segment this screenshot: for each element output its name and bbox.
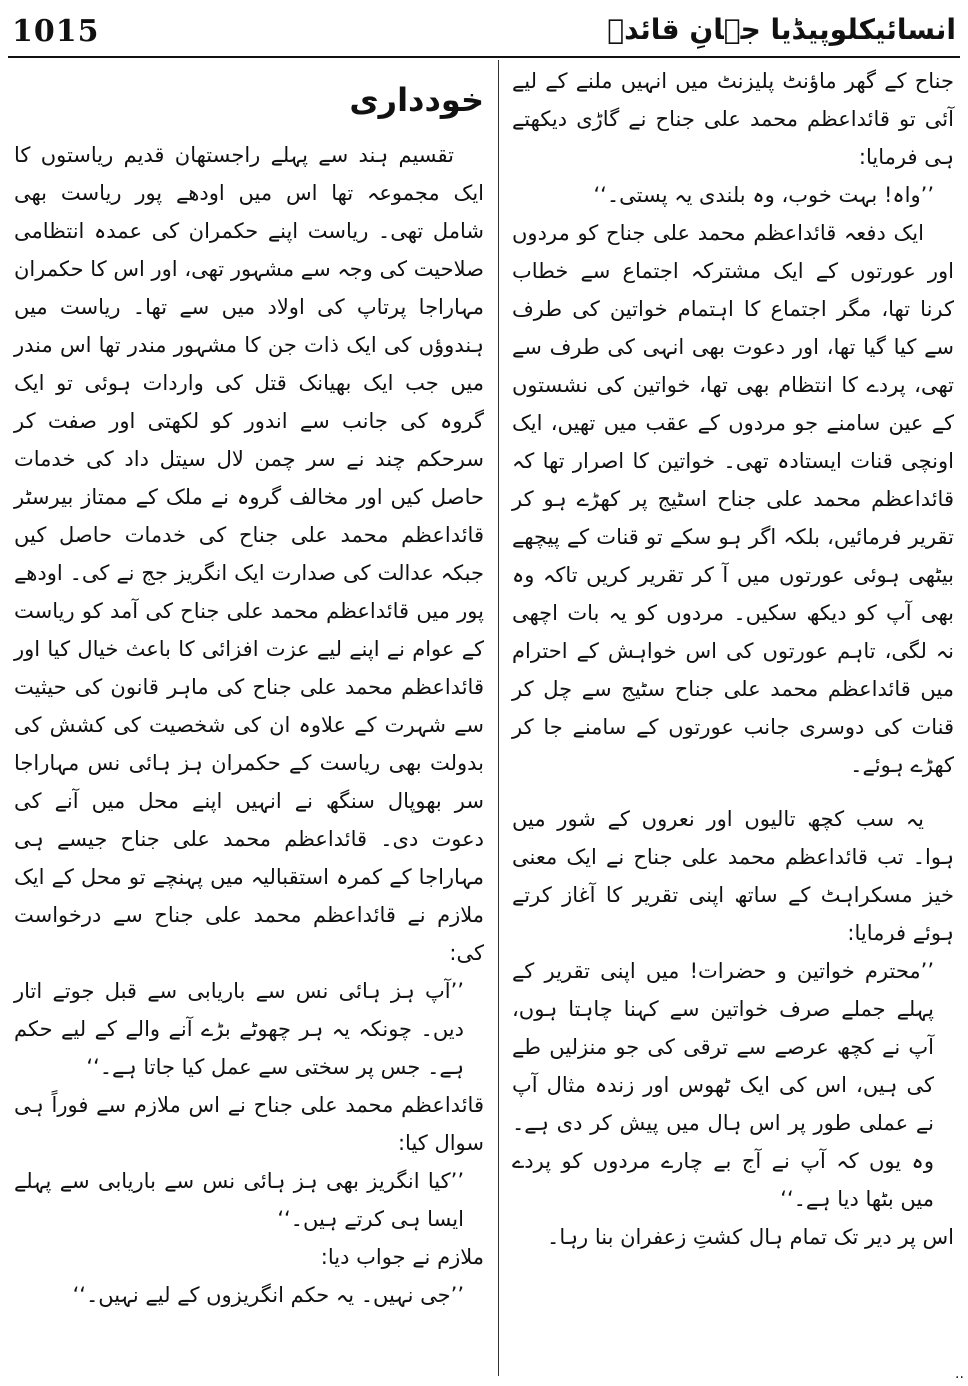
- quote: ’’کیا انگریز بھی ہز ہائی نس سے باریابی سے پہلے ایسا ہی کرتے ہیں۔‘‘: [14, 1169, 464, 1231]
- paragraph: تقسیم ہند سے پہلے راجستھان قدیم ریاستوں کا ایک مجموعہ تھا اس میں اودھے پور ریاست بھی شامل تھی۔ ریاست اپنے حکمران کی عمدہ انتظامی صلاحیت کی وجہ سے مشہور تھی، اور اس کا حکمران مہاراجا پرتاپ کی اولاد میں سے تھا۔ ریاست میں ہندوؤں کی ایک ذات جن کا مشہور مندر تھا اس مندر میں جب ایک بھیانک قتل کی واردات ہوئی تو ایک گروہ کی جانب سے اندور کو لکھتی اور صفت کر سرحکم چند نے سر چمن لال سیتل داد کی خدمات حاصل کیں اور مخالف گروہ نے ملک کے ممتاز بیرسٹر قائداعظم محمد علی جناح کی خدمات حاصل کیں جبکہ عدالت کی صدارت ایک انگریز جج نے کی۔ اودھے پور میں قائداعظم محمد علی جناح کی آمد کو ریاست کے عوام نے اپنے لیے عزت افزائی کا باعث خیال کیا اور قائداعظم محمد علی جناح کی ماہر قانون کی حیثیت سے شہرت کے علاوہ ان کی شخصیت کی کشش کی بدولت بھی ریاست کے حکمران ہز ہائی نس مہاراجا سر بھوپال سنگھ نے انہیں اپنے محل میں آنے کی دعوت دی۔ قائداعظم محمد علی جناح جیسے ہی مہاراجا کے کمرہ استقبالیہ میں پہنچے تو محل کے ایک ملازم نے قائداعظم محمد علی جناح سے درخواست کی:: [14, 143, 484, 965]
- page-number: 1015: [12, 14, 100, 49]
- paragraph: ملازم نے جواب دیا:: [320, 1245, 484, 1269]
- paragraph: ایک دفعہ قائداعظم محمد علی جناح کو مردوں اور عورتوں کے ایک مشترکہ اجتماع سے خطاب کرنا تھا، مگر اجتماع کا اہتمام خواتین کی طرف سے کیا گیا تھا، اور دعوت بھی انہی کی طرف سے تھی، پردے کا انتظام بھی تھا، خواتین کی نشستوں کے عین سامنے جو مردوں کے عقب میں تھیں، ایک اونچی قنات ایستادہ تھی۔ خواتین کا اصرار تھا کہ قائداعظم محمد علی جناح اسٹیج پر کھڑے ہو کر تقریر فرمائیں، بلکہ اگر ہو سکے تو قنات کے پیچھے بیٹھی ہوئی عورتوں میں آ کر تقریر کریں تاکہ وہ بھی آپ کو دیکھ سکیں۔ مردوں کو یہ بات اچھی نہ لگی، تاہم عورتوں کی اس خواہش کے احترام میں قائداعظم محمد علی جناح سٹیج سے چل کر قنات کی دوسری جانب عورتوں کے سامنے جا کر کھڑے ہوئے۔: [512, 221, 954, 777]
- paragraph: یہ سب کچھ تالیوں اور نعروں کے شور میں ہوا۔ تب قائداعظم محمد علی جناح نے ایک معنی خیز مسکراہٹ کے ساتھ اپنی تقریر کا آغاز کرتے ہوئے فرمایا:: [512, 807, 954, 945]
- quote: ’’واہ! بہت خوب، وہ بلندی یہ پستی۔‘‘: [593, 183, 934, 207]
- quote: ’’محترم خواتین و حضرات! میں اپنی تقریر کے پہلے جملے صرف خواتین سے کہنا چاہتا ہوں، آپ نے کچھ عرصے سے ترقی کی جو منزلیں طے کی ہیں، اس کی ایک ٹھوس اور زندہ مثال آپ نے عملی طور پر اس ہال میں پیش کر دی ہے۔ وہ یوں کہ آپ نے آج بے چارے مردوں کو پردے میں بٹھا دیا ہے۔‘‘: [512, 959, 934, 1211]
- running-title: انسائیکلوپیڈیا جہانِ قائدؒ: [607, 13, 956, 46]
- column-divider: [498, 60, 499, 1376]
- header-rule: [8, 56, 960, 58]
- paragraph: اس پر دیر تک تمام ہال کشتِ زعفران بنا رہا۔: [547, 1225, 954, 1249]
- quote: ’’جی نہیں۔ یہ حکم انگریزوں کے لیے نہیں۔‘‘: [72, 1283, 464, 1307]
- corner-dots: ..: [955, 1366, 964, 1382]
- left-column: [14, 62, 484, 1314]
- paragraph: جناح کے گھر ماؤنٹ پلیزنٹ میں انہیں ملنے کے لیے آئی تو قائداعظم محمد علی جناح نے گاڑی دیکھتے ہی فرمایا:: [512, 69, 954, 169]
- section-heading: خودداری: [349, 81, 484, 119]
- quote: ’’آپ ہز ہائی نس سے باریابی سے قبل جوتے اتار دیں۔ چونکہ یہ ہر چھوٹے بڑے آنے والے کے لیے حکم ہے۔ جس پر سختی سے عمل کیا جاتا ہے۔‘‘: [14, 979, 464, 1079]
- right-column: [512, 62, 954, 1256]
- paragraph: قائداعظم محمد علی جناح نے اس ملازم سے فوراً ہی سوال کیا:: [14, 1093, 484, 1155]
